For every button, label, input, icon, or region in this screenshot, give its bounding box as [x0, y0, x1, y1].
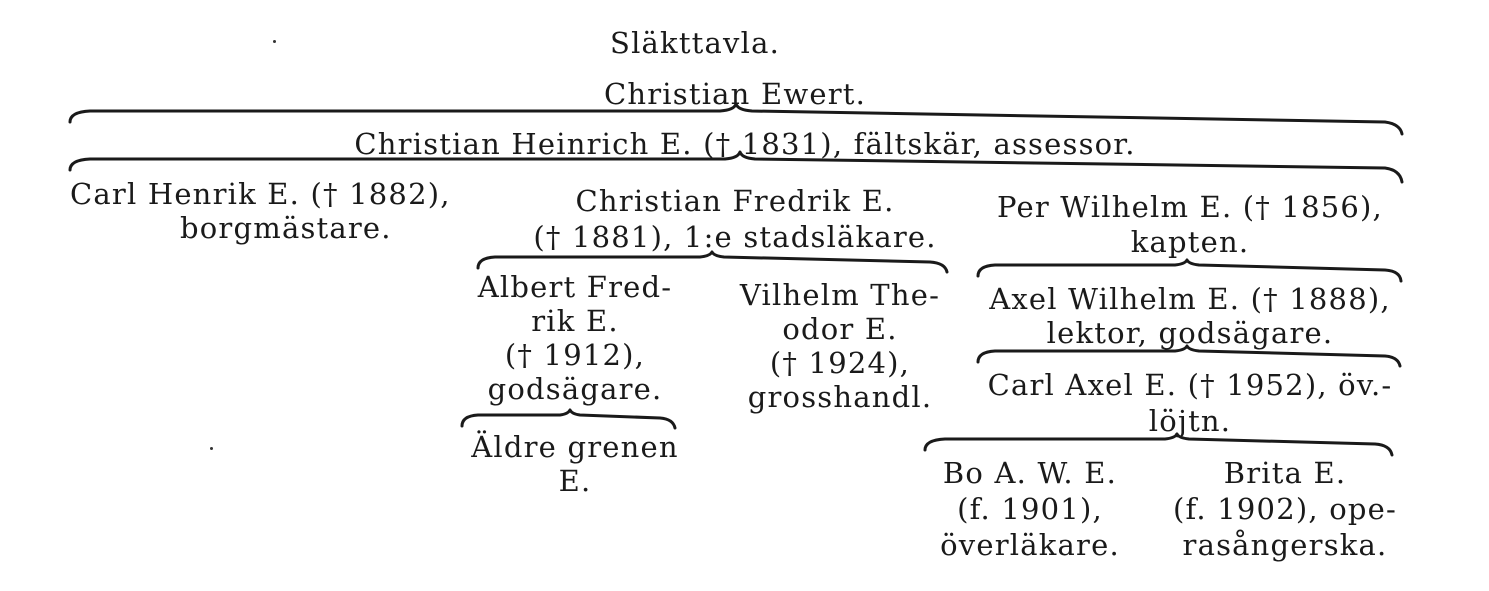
brita-line: rasångerska.	[1182, 528, 1388, 562]
carl-axel-line: Carl Axel E. († 1952), öv.-	[987, 368, 1393, 402]
bo-line: överläkare.	[940, 528, 1120, 562]
albert-fredrik-line: godsägare.	[487, 372, 663, 406]
vilhelm-theodor-line: Vilhelm The-	[739, 278, 941, 312]
brita-line: Brita E.	[1223, 456, 1347, 490]
brace-axel-wilhelm	[978, 346, 1400, 366]
aldre-grenen-line: E.	[558, 464, 592, 498]
vilhelm-theodor-line: odor E.	[782, 312, 898, 346]
per-wilhelm-line: kapten.	[1130, 225, 1250, 259]
bo-line: Bo A. W. E.	[942, 456, 1118, 490]
carl-axel-line: löjtn.	[1148, 404, 1232, 438]
albert-fredrik-line: rik E.	[531, 304, 619, 338]
brace-albert-fredrik	[462, 410, 675, 428]
vilhelm-theodor-line: grosshandl.	[747, 380, 933, 414]
brace-per-wilhelm	[978, 260, 1401, 281]
root-ancestor: Christian Ewert.	[603, 77, 867, 111]
carl-henrik-line: borgmästare.	[180, 211, 392, 245]
axel-wilhelm-line: lektor, godsägare.	[1046, 316, 1334, 350]
aldre-grenen-line: Äldre grenen	[471, 430, 679, 464]
brita-line: (f. 1902), ope-	[1173, 492, 1397, 526]
albert-fredrik-line: († 1912),	[504, 338, 646, 372]
page-title: Släkttavla.	[610, 26, 780, 60]
bo-line: (f. 1901),	[957, 492, 1103, 526]
brace-root	[70, 104, 1402, 134]
gen1-entry: Christian Heinrich E. († 1831), fältskär, assessor.	[354, 127, 1136, 161]
per-wilhelm-line: Per Wilhelm E. († 1856),	[997, 190, 1383, 224]
brace-christian-fredrik	[478, 252, 947, 272]
brace-gen1	[70, 152, 1402, 182]
albert-fredrik-line: Albert Fred-	[477, 270, 673, 304]
christian-fredrik-line: († 1881), 1:e stadsläkare.	[533, 220, 937, 254]
carl-henrik-line: Carl Henrik E. († 1882),	[70, 177, 451, 211]
axel-wilhelm-line: Axel Wilhelm E. († 1888),	[989, 282, 1391, 316]
christian-fredrik-line: Christian Fredrik E.	[575, 184, 895, 218]
brace-carl-axel	[925, 434, 1392, 455]
vilhelm-theodor-line: († 1924),	[769, 346, 911, 380]
